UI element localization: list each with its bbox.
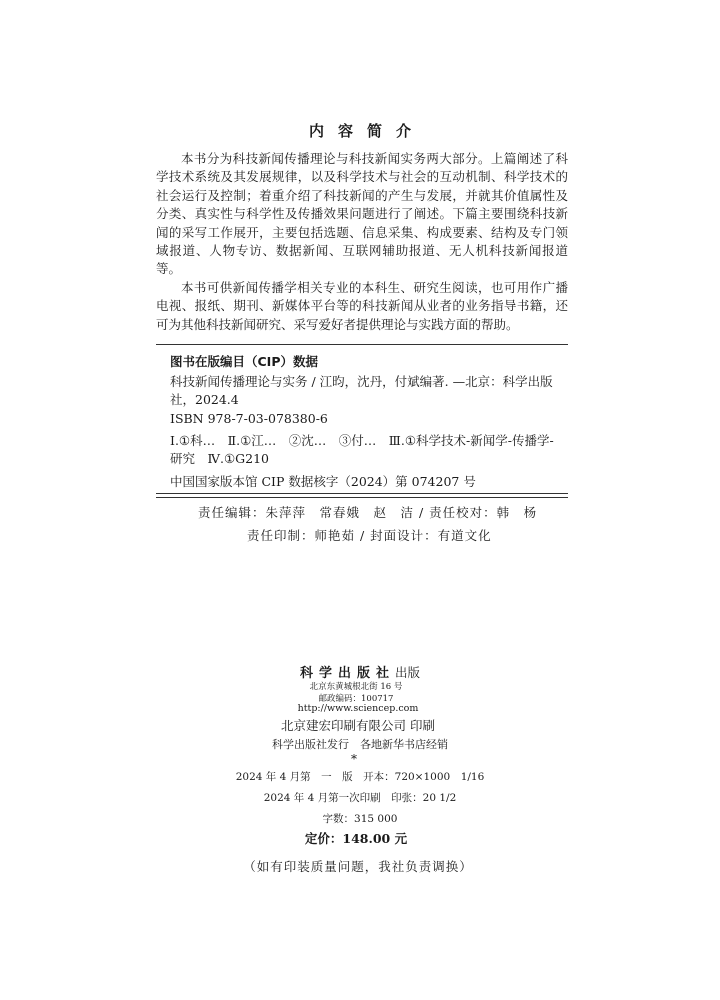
intro-text — [156, 150, 568, 334]
edition-line: 2024 年 4 月第 一 版 开本：720×1000 1/16 — [235, 771, 485, 783]
credits-editors: 责任编辑：朱萍萍 常春娥 赵 洁 / 责任校对：韩 杨 — [198, 505, 538, 520]
cip-check-number: 中国国家版本馆 CIP 数据核字（2024）第 074207 号 — [170, 474, 476, 489]
separator-star: * — [351, 752, 357, 766]
publisher-website: http://www.sciencep.com — [297, 703, 419, 714]
price: 定价：148.00 元 — [304, 831, 408, 846]
publisher-logo: 科学出版社 — [299, 666, 395, 681]
cip-classification: Ⅰ.①科… Ⅱ.①江… ②沈… ③付… Ⅲ.①科学技术-新闻学-传播学-研究 Ⅳ.①G210 — [170, 433, 554, 467]
printer-line: 北京建宏印刷有限公司 印刷 — [281, 718, 435, 733]
credits-production: 责任印制：师艳茹 / 封面设计：有道文化 — [247, 528, 492, 543]
distribution-line: 科学出版社发行 各地新华书店经销 — [272, 738, 448, 751]
publisher-address: 北京东黄城根北街 16 号 — [309, 682, 403, 692]
impression-line: 2024 年 4 月第一次印刷 印张：20 1/2 — [263, 792, 457, 804]
word-count: 字数：315 000 — [322, 813, 398, 825]
intro-title: 内容简介 — [308, 122, 425, 140]
cip-isbn: ISBN 978-7-03-078380-6 — [170, 411, 328, 426]
publisher-suffix: 出版 — [395, 665, 421, 680]
intro-paragraph-1: 本书分为科技新闻传播理论与科技新闻实务两大部分。上篇阐述了科学技术系统及其发展规律，以及科学技术与社会的互动机制、科学技术的社会运行及控制；着重介绍了科技新闻的产生与发展，并就其价值属性及分类、真实性与科学性及传播效果问题进行了阐述。下篇主要围绕科技新闻的采写工作展开，主要包括选题、信息采集、构成要素、结构及专门领域报道、人物专访、数据新闻、互联网辅助报道、无人机科技新闻报道等。 — [156, 151, 568, 277]
cip-top-rule — [156, 344, 568, 345]
cip-bottom-rule-2 — [156, 497, 568, 498]
quality-note: （如有印装质量问题，我社负责调换） — [243, 859, 473, 874]
cip-heading: 图书在版编目（CIP）数据 — [170, 354, 318, 369]
intro-paragraph-2: 本书可供新闻传播学相关专业的本科生、研究生阅读，也可用作广播电视、报纸、期刊、新媒体平台等的科技新闻从业者的业务指导书籍，还可为其他科技新闻研究、采写爱好者提供理论与实践方面的帮助。 — [156, 279, 568, 332]
publisher-postcode: 邮政编码：100717 — [318, 694, 394, 704]
publisher-line — [0, 662, 720, 681]
cip-bottom-rule-1 — [156, 493, 568, 494]
cip-description: 科技新闻传播理论与实务 / 江昀，沈丹，付斌编著. —北京：科学出版社，2024.4 — [170, 374, 553, 408]
